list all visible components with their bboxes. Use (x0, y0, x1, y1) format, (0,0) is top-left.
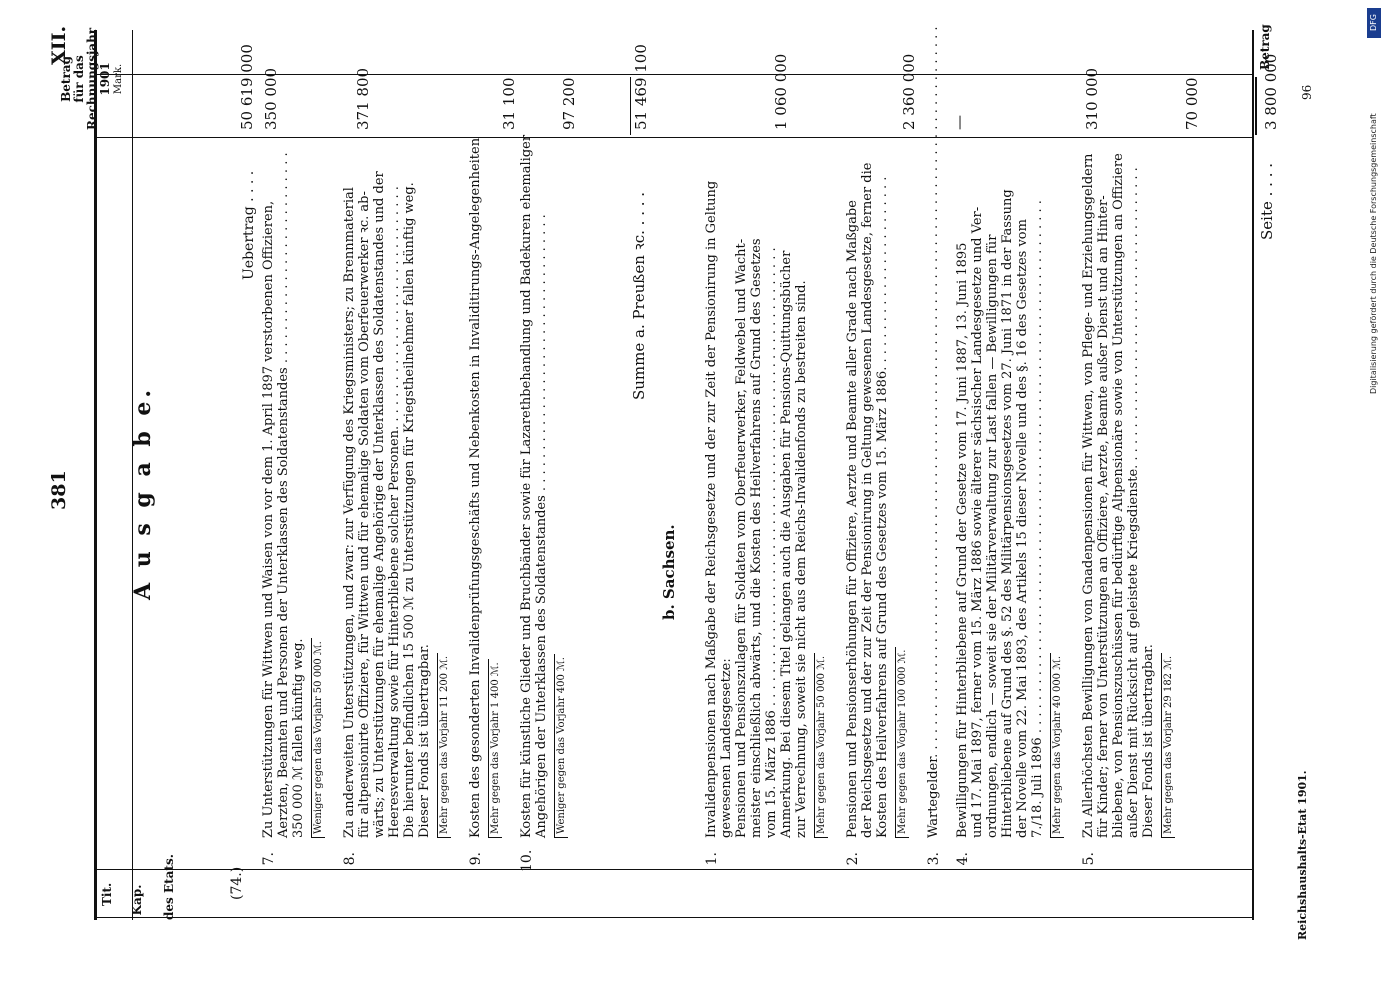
row-a-note: Mehr gegen das Vorjahr 11 200 ℳ. (437, 653, 451, 838)
row-b-amount: 310 000 (1083, 67, 1101, 130)
row-b-tit: 2. (845, 852, 861, 866)
row-a-line: für altpensionirte Offiziere, für Wittwen und für ehemalige Soldaten vom Oberfeuerwerker ꝛc. ab- (357, 191, 372, 838)
row-b-note: Mehr gegen das Vorjahr 40 000 ℳ. (1050, 653, 1064, 838)
table-top-rule (94, 30, 97, 920)
row-b-line: ordnungen, endlich — soweit sie der Militärverwaltung zur Last fallen — Bewilligungen für (985, 234, 1000, 838)
row-a-line: Dieser Fonds ist übertragbar. (417, 644, 432, 838)
row-a-tit: 7. (261, 852, 277, 866)
footer-source: Reichshaushalts-Etat 1901. (1296, 770, 1309, 940)
row-b-line: Anmerkung. Bei diesem Titel gelangen auch die Ausgaben für Pensions-Quittungsbücher (779, 250, 794, 838)
footer-page: 96 (1300, 84, 1314, 100)
row-a-note: Mehr gegen das Vorjahr 1 400 ℳ. (488, 659, 502, 838)
row-b-amount: — (950, 115, 968, 130)
uebertrag-amount: 50 619 000 (238, 44, 256, 130)
row-b-line: Invalidenpensionen nach Maßgabe der Reichsgesetze und der zur Zeit der Pensionirung in Geltung (704, 180, 719, 838)
row-a-tit: 8. (342, 852, 358, 866)
col-header-des-etats: des Etats. (162, 854, 176, 920)
betrag-line-1: Betrag (59, 56, 73, 102)
col-header-betrag-1: Betrag (1258, 24, 1272, 70)
col-rule-amount (94, 137, 1252, 138)
table-bottom-rule (1252, 30, 1254, 920)
row-b-line: meister einschließlich abwärts, und die Kosten des Heilverfahrens auf Grund des Gesetzes (749, 238, 764, 838)
seite-label: Seite . . . . (1258, 163, 1276, 240)
row-b-tit: 4. (955, 852, 971, 866)
row-b-amount: 2 360 000 (900, 53, 918, 130)
row-b-amount: 1 060 000 (772, 53, 790, 130)
row-b-line: außer Dienst mit Rücksicht auf geleistete Kriegsdienste. . . . . . . . . . . . . . . . . . . . . . . . . . . . . . . . . . . . . (1126, 167, 1141, 838)
row-a-line: 350 000 ℳ fallen künftig weg. (291, 638, 306, 838)
row-b-amount: 70 000 (1183, 77, 1201, 130)
row-b-line: Zu Allerhöchsten Bewilligungen von Gnadenpensionen für Wittwen, von Pflege- und Erziehungsgeldern (1081, 153, 1096, 838)
row-b-line: für Kinder; ferner von Unterstützungen an Offiziere, Aerzte, Beamte außer Dienst und an Hinter- (1096, 195, 1111, 838)
row-b-line: Dieser Fonds ist übertragbar. (1141, 644, 1156, 838)
row-b-note: Mehr gegen das Vorjahr 100 000 ℳ. (895, 647, 909, 838)
col-header-kap: Kap. (130, 884, 144, 916)
col-header-tit: Tit. (100, 882, 114, 906)
uebertrag-label: Uebertrag . . . . (241, 170, 257, 280)
row-b-line: Bewilligungen für Hinterbliebene auf Grund der Gesetze vom 17. Juni 1887, 13. Juni 1895 (955, 242, 970, 838)
row-b-tit: 5. (1081, 852, 1097, 866)
section-label: XII. (48, 25, 70, 65)
row-a-line: Heeresverwaltung sowie für Hinterbliebene solcher Personen. . . . . . . . . . . . . . . . . . . . . . . . . . . . . . (387, 186, 402, 838)
row-b-line: der Novelle vom 22. Mai 1893, des Artikels 15 dieser Novelle und des §. 16 des Gesetzes vom (1015, 219, 1030, 838)
row-b-tit: 3. (926, 852, 942, 866)
row-a-amount: 371 800 (354, 67, 372, 130)
seite-amount: 3 800 000 (1262, 53, 1280, 130)
row-b-line: vom 15. März 1886 . . . . . . . . . . . . . . . . . . . . . . . . . . . . . . . . . . . . . . . . . . . . . . . . . . . . . . . . (764, 247, 779, 838)
row-b-line: Kosten des Heilverfahrens auf Grund des Gesetzes vom 15. März 1886. . . . . . . . . . . . . . . . . . . . . . . . (875, 176, 890, 838)
row-a-amount: 31 100 (500, 77, 518, 130)
betrag-line-4: 1901 (98, 62, 112, 96)
kap-value: (74.) (229, 866, 245, 900)
row-a-line: Kosten für künstliche Glieder und Bruchbänder sowie für Lazarethbehandlung und Badekuren ehemaliger (519, 134, 534, 838)
row-a-line: Zu Unterstützungen für Wittwen und Waisen von vor dem 1. April 1897 verstorbenen Offizieren, (261, 200, 276, 838)
row-b-line: 7./18. Juli 1896 . . . . . . . . . . . . . . . . . . . . . . . . . . . . . . . . . . . . . . . . . . . . . . . . . . . . . . . . . . . . . . . . . (1030, 200, 1045, 838)
betrag-line-2: für das (72, 55, 86, 103)
row-a-tit: 9. (468, 852, 484, 866)
row-b-line: Wartegelder. . . . . . . . . . . . . . . . . . . . . . . . . . . . . . . . . . . . . . . . . . . . . . . . . . . . . . . . . . . . . . . . . . . . . . . . . . . . . . . . . . . . . . . . . (926, 26, 941, 838)
row-b-line: und 17. Mai 1897, ferner vom 15. März 1886 sowie älterer sächsischer Landesgesetze und Ver- (970, 206, 985, 838)
row-b-note: Mehr gegen das Vorjahr 29 182 ℳ. (1161, 653, 1175, 838)
row-a-amount: 97 200 (560, 77, 578, 130)
page-title: A u s g a b e. (130, 385, 156, 600)
row-b-line: Pensionen und Pensionszulagen für Soldaten vom Oberfeuerwerker, Feldwebel und Wacht- (734, 238, 749, 838)
row-b-line: der Reichsgesetze und der zur Zeit der Pensionirung in Geltung gewesenen Landesgesetze, ferner die (860, 162, 875, 838)
row-a-tit: 10. (519, 849, 535, 872)
side-note: Digitalisierung gefördert durch die Deutsche Forschungsgemeinschaft (1369, 113, 1378, 394)
row-a-note: Weniger gegen das Vorjahr 50 000 ℳ. (311, 638, 325, 838)
row-b-line: zur Verrechnung, soweit sie nicht aus dem Reichs-Invalidenfonds zu bestreiten sind. (794, 280, 809, 838)
row-a-line: Kosten des gesonderten Invalidenprüfungsgeschäfts und Nebenkosten in Invaliditirungs-Angelegenheiten (468, 137, 483, 838)
row-b-note: Mehr gegen das Vorjahr 50 000 ℳ. (814, 653, 828, 838)
row-a-line: Zu anderweiten Unterstützungen, und zwar: zur Verfügung des Kriegsministers; zu Brennmaterial (342, 187, 357, 838)
col-header-betrag (60, 28, 125, 130)
col-rule-tit (94, 917, 1252, 918)
summe-a-amount: 51 469 100 (632, 44, 650, 130)
dfg-logo: DFG (1367, 8, 1381, 38)
row-a-amount: 350 000 (262, 67, 280, 130)
row-a-line: Angehörigen der Unterklassen des Soldatenstandes . . . . . . . . . . . . . . . . . . . . . . . . . . . . . . . . . . (534, 214, 549, 838)
betrag-unit: Mark. (113, 63, 124, 95)
row-a-line: wärts; zu Unterstützungen für ehemalige Angehörige der Unterklassen des Soldatenstandes und der (372, 171, 387, 838)
seite-rule (1255, 77, 1257, 135)
section-b-heading: b. Sachsen. (660, 524, 678, 620)
page-number: 381 (48, 470, 70, 510)
row-b-line: Pensionen und Pensionserhöhungen für Offiziere, Aerzte und Beamte aller Grade nach Maßgabe (845, 200, 860, 838)
row-a-note: Weniger gegen das Vorjahr 400 ℳ. (554, 654, 568, 838)
row-b-line: gewesenen Landesgesetze: (719, 658, 734, 838)
summe-a-label: Summe a. Preußen ꝛc. . . . . (630, 191, 648, 400)
betrag-line-3: Rechnungsjahr (85, 27, 99, 130)
row-a-line: Aerzten, Beamten und Personen der Unterklassen des Soldatenstandes . . . . . . . . . . . . . . . . . . . . . . . . . . (276, 152, 291, 838)
row-b-line: Hinterbliebene auf Grund des §. 52 des Militärpensionsgesetzes vom 27. Juni 1871 in der Fassung (1000, 189, 1015, 838)
row-a-line: Die hierunter befindlichen 15 500 ℳ zu Unterstützungen für Kriegstheilnehmer fallen künftig weg. (402, 182, 417, 838)
row-b-line: bliebene, von Pensionszuschüssen für bedürftige Altpensionäre sowie von Unterstützungen an Offiziere (1111, 153, 1126, 838)
summe-rule (630, 77, 631, 135)
row-b-tit: 1. (704, 852, 720, 866)
